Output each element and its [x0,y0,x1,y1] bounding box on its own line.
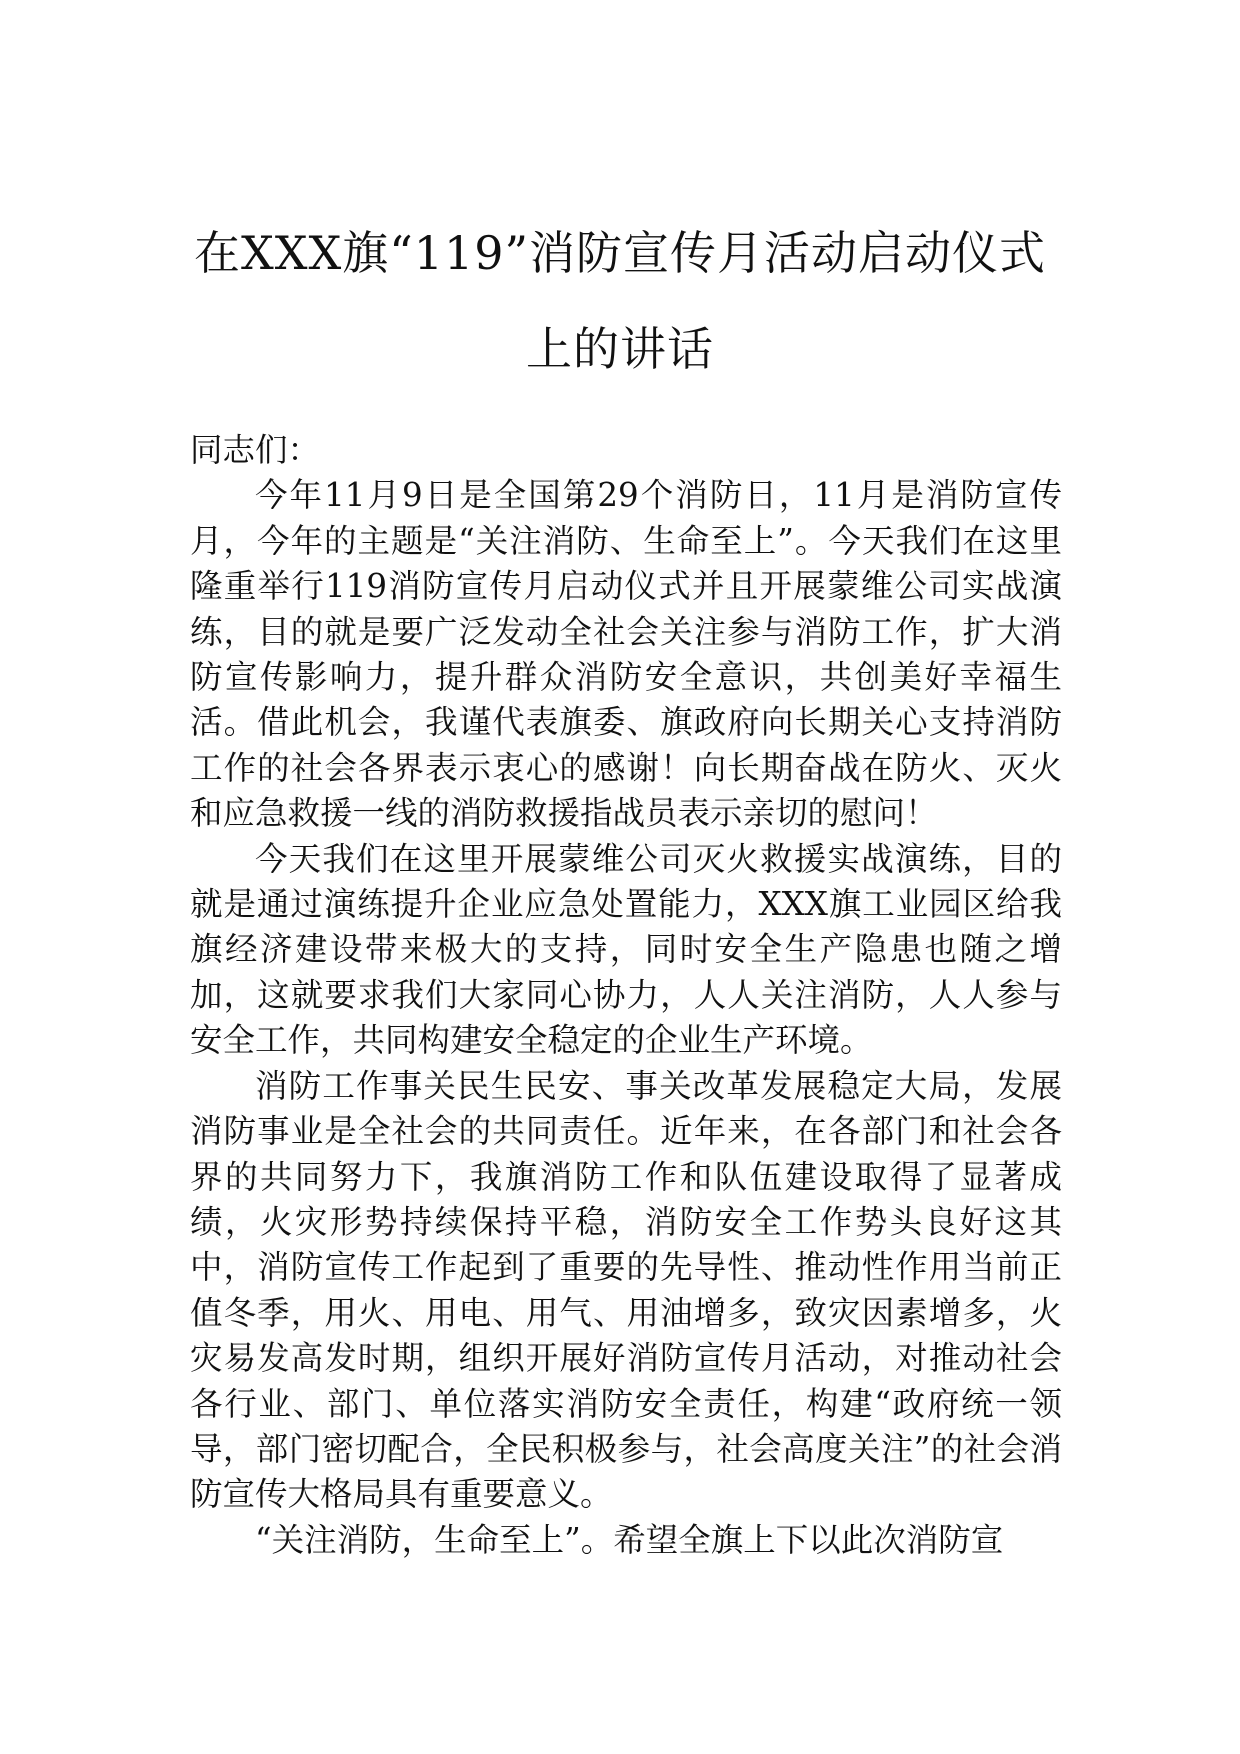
salutation: 同志们： [190,431,321,469]
title-line-2: 上的讲话 [526,322,714,376]
document-body [190,428,1062,1563]
paragraph-2: 今天我们在这里开展蒙维公司灭火救援实战演练，目的就是通过演练提升企业应急处置能力，XXX旗工业园区给我旗经济建设带来极大的支持，同时安全生产隐患也随之增加，这就要求我们大家同心协力，人人关注消防，人人参与安全工作，共同构建安全稳定的企业生产环境。 [190,839,1062,1060]
paragraph-4: “关注消防，生命至上”。希望全旗上下以此次消防宣 [255,1520,1004,1559]
paragraph-1: 今年11月9日是全国第29个消防日，11月是消防宣传月，今年的主题是“关注消防、生命至上”。今天我们在这里隆重举行119消防宣传月启动仪式并且开展蒙维公司实战演练，目的就是要广泛发动全社会关注参与消防工作，扩大消防宣传影响力，提升群众消防安全意识，共创美好幸福生活。借此机会，我谨代表旗委、旗政府向长期关心支持消防工作的社会各界表示衷心的感谢！向长期奋战在防火、灭火和应急救援一线的消防救援指战员表示亲切的慰问！ [190,476,1062,833]
paragraph-3: 消防工作事关民生民安、事关改革发展稳定大局，发展消防事业是全社会的共同责任。近年来，在各部门和社会各界的共同努力下，我旗消防工作和队伍建设取得了显著成绩，火灾形势持续保持平稳，消防安全工作势头良好这其中，消防宣传工作起到了重要的先导性、推动性作用当前正值冬季，用火、用电、用气、用油增多，致灾因素增多，火灾易发高发时期，组织开展好消防宣传月活动，对推动社会各行业、部门、单位落实消防安全责任，构建“政府统一领导，部门密切配合，全民积极参与，社会高度关注”的社会消防宣传大格局具有重要意义。 [190,1066,1062,1514]
title-line-1: 在XXX旗“119”消防宣传月活动启动仪式 [193,226,1047,280]
document-title [150,205,1090,397]
